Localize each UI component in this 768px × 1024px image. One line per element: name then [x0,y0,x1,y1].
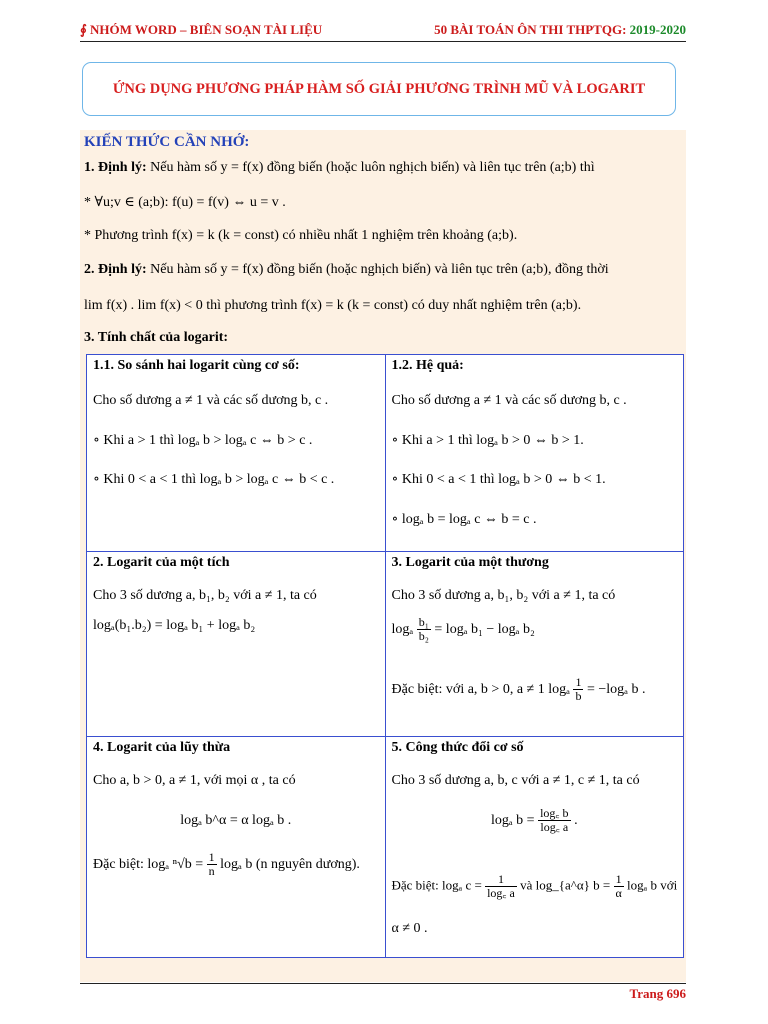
cell-log-product [87,552,386,737]
formula-part: = logₐ b₁ − logₐ b₂ [434,621,535,637]
cell-text: Cho 3 số dương a, b₁, b₂ với a ≠ 1, ta có [93,588,317,603]
denominator: b [575,689,582,704]
numerator: log꜀ b [540,806,569,820]
denominator: n [208,864,215,879]
properties-table [86,354,684,958]
numerator: 1 [575,675,582,689]
header-year: 2019-2020 [629,22,686,37]
page-header [80,20,686,42]
cell-special [392,676,646,703]
fraction [207,851,217,878]
cell-text: ∘ Khi 0 < a < 1 thì logₐ b > logₐ c ⇔ b < c . [93,472,335,487]
numerator: 1 [614,873,624,887]
cell-text: ∘ Khi 0 < a < 1 thì logₐ b > 0 ⇔ b < 1. [391,472,606,487]
cell-text: Cho 3 số dương a, b₁, b₂ với a ≠ 1, ta có [391,588,616,603]
cell-log-quotient [385,552,684,737]
cell-formula [392,616,535,643]
numerator: 1 [485,873,517,887]
header-series-text: 50 BÀI TOÁN ÔN THI THPTQG: [434,22,630,37]
cell-heading: 3. Logarit của một thương [391,555,549,570]
theorem-2 [84,262,609,278]
numerator: b₁ [418,615,429,629]
cell-formula: logₐ(b₁.b₂) = logₐ b₁ + logₐ b₂ [93,618,256,633]
denominator: log꜀ a [540,820,569,835]
cell-special [392,873,678,900]
formula-part: Đặc biệt: logₐ ⁿ√b = [93,856,204,872]
fraction [538,807,571,834]
cell-text: ∘ logₐ b = logₐ c ⇔ b = c . [391,512,537,527]
formula-part: Đặc biệt: với a, b > 0, a ≠ 1 logₐ [391,681,570,697]
cell-change-base [385,737,684,958]
fraction [485,873,517,900]
theorem-1-text: Nếu hàm số y = f(x) đồng biến (hoặc luôn nghịch biến) và liên tục trên (a;b) thì [146,160,595,175]
corollary-1: * ∀u;v ∈ (a;b): f(u) = f(v) ⇔ u = v . [84,195,286,210]
formula-part: logₐ b với [627,877,678,893]
fraction [417,616,431,643]
section-heading: KIẾN THỨC CẦN NHỚ: [84,134,250,150]
header-series [434,22,686,38]
numerator: 1 [208,850,215,864]
formula-part: logₐ b = [490,812,535,828]
fraction [614,873,624,900]
formula-part: logₐ [391,621,414,637]
corollary-2: * Phương trình f(x) = k (k = const) có nhiều nhất 1 nghiệm trên khoảng (a;b). [84,228,518,243]
logarit-properties-heading: 3. Tính chất của logarit: [84,330,229,345]
fraction [573,676,583,703]
cell-text: Cho số dương a ≠ 1 và các số dương b, c . [93,393,329,408]
formula-part: . [574,812,578,828]
cell-log-power [87,737,386,958]
cell-compare-logs [87,355,386,552]
page-number: Trang 696 [629,986,686,1001]
theorem-2-label: 2. Định lý: [84,262,147,277]
cell-text: Cho 3 số dương a, b, c với a ≠ 1, c ≠ 1, ta có [391,773,640,788]
header-rule [80,41,686,42]
denominator: log꜀ a [487,886,515,901]
cell-corollary [385,355,684,552]
cell-text: Cho số dương a ≠ 1 và các số dương b, c . [391,393,627,408]
cell-heading: 1.1. So sánh hai logarit cùng cơ số: [93,358,300,373]
cell-formula [386,807,684,834]
cell-heading: 4. Logarit của lũy thừa [93,740,231,755]
cell-text: ∘ Khi a > 1 thì logₐ b > logₐ c ⇔ b > c . [93,433,313,448]
cell-heading: 2. Logarit của một tích [93,555,230,570]
header-group-name: ∮ NHÓM WORD – BIÊN SOẠN TÀI LIỆU [80,22,323,37]
document-title: ỨNG DỤNG PHƯƠNG PHÁP HÀM SỐ GIẢI PHƯƠNG TRÌNH MŨ VÀ LOGARIT [82,62,676,116]
footer-rule [80,983,686,984]
cell-heading: 1.2. Hệ quả: [391,358,464,373]
cell-text: ∘ Khi a > 1 thì logₐ b > 0 ⇔ b > 1. [391,433,584,448]
formula-part: Đặc biệt: logₐ c = [391,877,482,893]
cell-formula: logₐ b^α = α logₐ b . [180,813,292,828]
theorem-1 [84,160,595,176]
cell-text: Cho a, b > 0, a ≠ 1, với mọi α , ta có [93,773,296,788]
cell-heading: 5. Công thức đổi cơ số [391,740,524,755]
theorem-2-text: Nếu hàm số y = f(x) đồng biến (hoặc nghịch biến) và liên tục trên (a;b), đồng thời [146,262,609,277]
content-panel [80,130,686,982]
cell-text: α ≠ 0 . [391,921,428,936]
formula-part: = −logₐ b . [586,681,646,697]
formula-part: logₐ b (n nguyên dương). [220,856,360,872]
denominator: b₂ [418,629,429,644]
denominator: α [615,886,622,901]
theorem-2-limit: lim f(x) . lim f(x) < 0 thì phương trình f(x) = k (k = const) có duy nhất nghiệm trên (a;b). [84,298,582,313]
theorem-1-label: 1. Định lý: [84,160,147,175]
cell-special [93,851,360,878]
formula-part: và log_{a^α} b = [520,877,611,893]
